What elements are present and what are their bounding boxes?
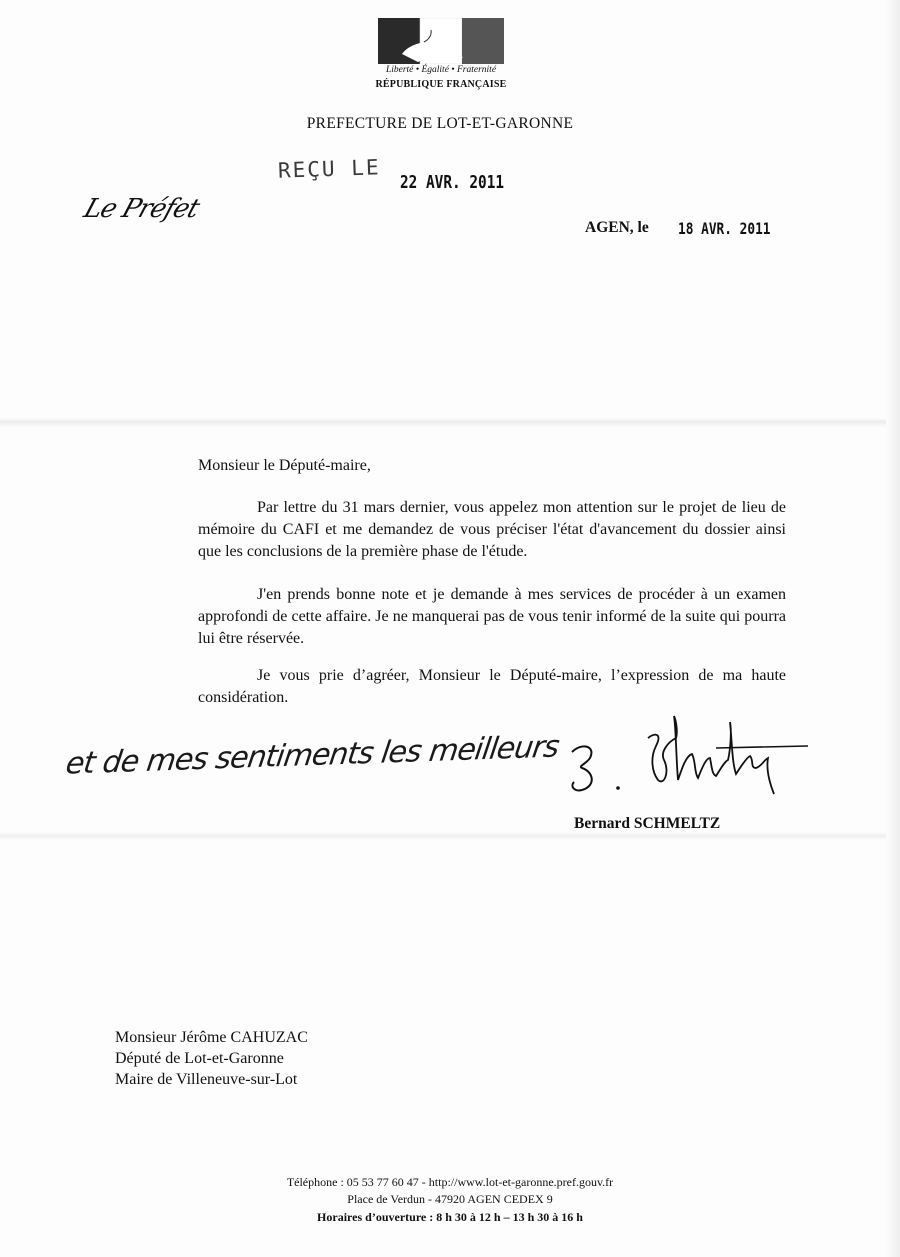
fold-line-lower bbox=[0, 832, 900, 840]
recipient-line-1: Monsieur Jérôme CAHUZAC bbox=[115, 1029, 308, 1046]
dateline-date: 18 AVR. 2011 bbox=[678, 219, 771, 238]
fold-line bbox=[0, 418, 900, 428]
salutation: Monsieur le Député-maire, bbox=[198, 457, 371, 474]
prefecture-heading: PREFECTURE DE LOT-ET-GARONNE bbox=[306, 115, 574, 132]
logo-republic-name: RÉPUBLIQUE FRANÇAISE bbox=[375, 79, 507, 90]
signatory-name: Bernard SCHMELTZ bbox=[574, 815, 721, 832]
paragraph-1: Par lettre du 31 mars dernier, vous appelez mon attention sur le projet de lieu de mémoire du CAFI et me demandez de vous préciser l'état d'avancement du dossier ainsi que les conclusions de la première phase de l'étude. bbox=[198, 499, 786, 560]
dateline-place: AGEN, le bbox=[585, 219, 649, 236]
paragraph-2: J'en prends bonne note et je demande à mes services de procéder à un examen approfondi de cette affaire. Je ne manquerai pas de vous tenir informé de la suite qui pourra lui être réservée. bbox=[198, 586, 786, 647]
recipient-line-2: Député de Lot-et-Garonne bbox=[115, 1050, 284, 1067]
logo-motto: Liberté • Égalité • Fraternité bbox=[385, 65, 497, 75]
paragraph-3: Je vous prie d’agréer, Monsieur le Député-maire, l’expression de ma haute considération. bbox=[198, 667, 786, 706]
footer-address: Place de Verdun - 47920 AGEN CEDEX 9 bbox=[347, 1192, 553, 1206]
handwritten-note: et de mes sentiments les meilleurs bbox=[63, 729, 561, 782]
received-stamp-date: 22 AVR. 2011 bbox=[400, 172, 505, 193]
handwritten-signature bbox=[560, 712, 810, 807]
page-edge-shadow bbox=[886, 0, 900, 1257]
received-stamp-label: REÇU LE bbox=[277, 155, 381, 183]
sender-title: Le Préfet bbox=[80, 194, 203, 224]
marianne-logo bbox=[378, 18, 504, 64]
recipient-line-3: Maire de Villeneuve-sur-Lot bbox=[115, 1071, 298, 1088]
footer-contact: Téléphone : 05 53 77 60 47 - http://www.lot-et-garonne.pref.gouv.fr bbox=[286, 1175, 614, 1189]
footer-hours: Horaires d’ouverture : 8 h 30 à 12 h – 13 h 30 à 16 h bbox=[317, 1210, 583, 1224]
